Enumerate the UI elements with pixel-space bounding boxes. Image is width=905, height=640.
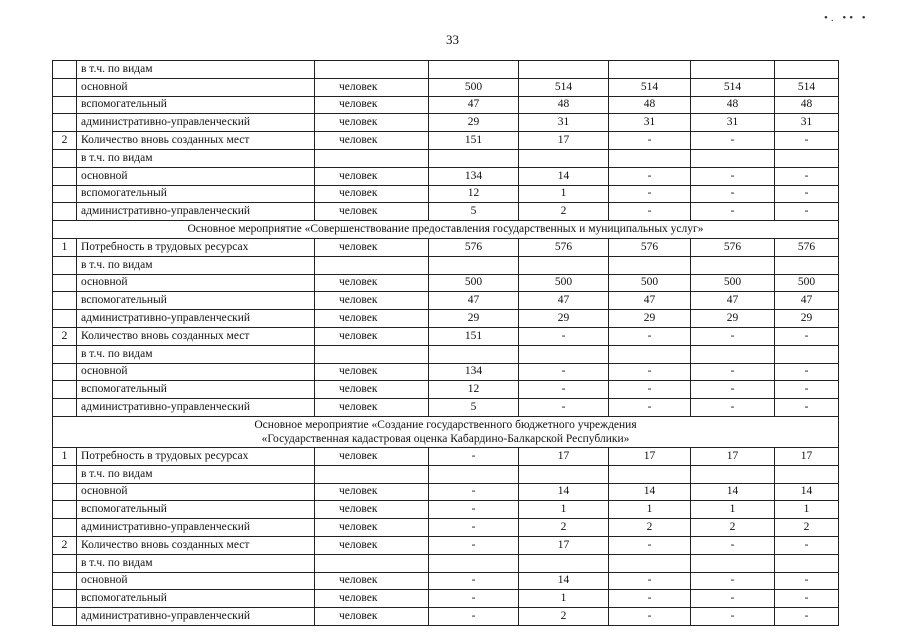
year-value: -	[429, 483, 519, 501]
year-value: 12	[429, 381, 519, 399]
year-value: -	[609, 185, 691, 203]
table-row	[53, 238, 839, 256]
section-heading-line: «Государственная кадастровая оценка Кабардино-Балкарской Республики»	[261, 432, 630, 445]
year-value: 48	[519, 96, 609, 114]
year-value: 48	[691, 96, 775, 114]
year-value	[609, 465, 691, 483]
year-value: 2	[691, 519, 775, 537]
year-value: -	[691, 185, 775, 203]
row-number	[53, 399, 77, 417]
year-value: 14	[691, 483, 775, 501]
year-value: -	[429, 590, 519, 608]
row-number	[53, 483, 77, 501]
row-number	[53, 274, 77, 292]
indicator-name: административно-управленческий	[77, 114, 315, 132]
year-value: 500	[691, 274, 775, 292]
indicator-name: административно-управленческий	[77, 203, 315, 221]
year-value: 29	[429, 114, 519, 132]
row-number	[53, 96, 77, 114]
row-number	[53, 256, 77, 274]
year-value: 17	[691, 447, 775, 465]
unit-of-measure	[315, 345, 429, 363]
year-value: -	[775, 327, 839, 345]
year-value: 500	[519, 274, 609, 292]
table-row	[53, 483, 839, 501]
year-value	[691, 61, 775, 79]
table-row	[53, 96, 839, 114]
indicator-name: Количество вновь созданных мест	[77, 132, 315, 150]
year-value: 514	[519, 78, 609, 96]
year-value	[775, 256, 839, 274]
unit-of-measure: человек	[315, 590, 429, 608]
unit-of-measure: человек	[315, 608, 429, 626]
year-value: 576	[519, 238, 609, 256]
year-value	[429, 345, 519, 363]
year-value: -	[775, 536, 839, 554]
year-value	[519, 256, 609, 274]
table-row	[53, 465, 839, 483]
table-row	[53, 381, 839, 399]
year-value: -	[691, 381, 775, 399]
indicator-name: основной	[77, 483, 315, 501]
year-value: 514	[609, 78, 691, 96]
year-value: 14	[519, 167, 609, 185]
table-row	[53, 274, 839, 292]
year-value: 1	[519, 185, 609, 203]
indicator-name: вспомогательный	[77, 292, 315, 310]
year-value: 151	[429, 327, 519, 345]
section-heading-line: Основное мероприятие «Совершенствование предоставления государственных и муниципальных услуг»	[187, 223, 704, 236]
table-row	[53, 590, 839, 608]
year-value: 2	[775, 519, 839, 537]
year-value: -	[519, 327, 609, 345]
year-value: 2	[519, 608, 609, 626]
year-value	[519, 345, 609, 363]
year-value: -	[775, 167, 839, 185]
year-value: -	[609, 132, 691, 150]
year-value: 500	[609, 274, 691, 292]
year-value: -	[691, 608, 775, 626]
table-row	[53, 501, 839, 519]
table-row	[53, 536, 839, 554]
year-value: -	[775, 132, 839, 150]
unit-of-measure: человек	[315, 185, 429, 203]
year-value: -	[775, 590, 839, 608]
table-row	[53, 114, 839, 132]
year-value: 48	[609, 96, 691, 114]
year-value: -	[609, 608, 691, 626]
row-number	[53, 345, 77, 363]
year-value: -	[609, 203, 691, 221]
year-value	[519, 149, 609, 167]
year-value	[609, 149, 691, 167]
year-value: -	[775, 399, 839, 417]
year-value: -	[691, 363, 775, 381]
year-value: 31	[609, 114, 691, 132]
indicator-name: в т.ч. по видам	[77, 554, 315, 572]
year-value: 576	[775, 238, 839, 256]
year-value	[691, 345, 775, 363]
indicator-name: Потребность в трудовых ресурсах	[77, 447, 315, 465]
year-value: -	[609, 590, 691, 608]
indicator-name: основной	[77, 363, 315, 381]
unit-of-measure: человек	[315, 572, 429, 590]
year-value: 47	[429, 292, 519, 310]
table-row	[53, 310, 839, 328]
year-value	[429, 149, 519, 167]
year-value: -	[691, 536, 775, 554]
indicator-name: административно-управленческий	[77, 519, 315, 537]
row-number	[53, 554, 77, 572]
year-value: 151	[429, 132, 519, 150]
year-value: -	[691, 167, 775, 185]
table-row	[53, 292, 839, 310]
year-value: -	[429, 536, 519, 554]
year-value: -	[609, 381, 691, 399]
year-value: 500	[429, 78, 519, 96]
year-value: 2	[519, 519, 609, 537]
indicator-name: основной	[77, 274, 315, 292]
year-value	[609, 256, 691, 274]
table-row	[53, 399, 839, 417]
section-heading-row	[53, 221, 839, 239]
year-value: 14	[609, 483, 691, 501]
year-value: -	[429, 447, 519, 465]
unit-of-measure	[315, 465, 429, 483]
year-value: -	[429, 608, 519, 626]
table-row	[53, 554, 839, 572]
unit-of-measure	[315, 256, 429, 274]
unit-of-measure: человек	[315, 381, 429, 399]
year-value: 1	[519, 501, 609, 519]
unit-of-measure: человек	[315, 132, 429, 150]
indicator-name: в т.ч. по видам	[77, 465, 315, 483]
year-value: -	[429, 501, 519, 519]
unit-of-measure: человек	[315, 310, 429, 328]
year-value: 5	[429, 399, 519, 417]
table-row	[53, 447, 839, 465]
year-value: 17	[775, 447, 839, 465]
unit-of-measure: человек	[315, 203, 429, 221]
year-value: 29	[519, 310, 609, 328]
year-value: -	[691, 327, 775, 345]
year-value: -	[429, 519, 519, 537]
year-value: -	[609, 572, 691, 590]
year-value: 17	[519, 447, 609, 465]
year-value: -	[609, 167, 691, 185]
unit-of-measure: человек	[315, 327, 429, 345]
year-value: 17	[609, 447, 691, 465]
year-value: -	[519, 381, 609, 399]
row-number	[53, 519, 77, 537]
table-row	[53, 608, 839, 626]
year-value: 576	[429, 238, 519, 256]
row-number	[53, 61, 77, 79]
indicator-name: вспомогательный	[77, 501, 315, 519]
row-number: 1	[53, 238, 77, 256]
indicator-name: вспомогательный	[77, 96, 315, 114]
year-value: 14	[519, 483, 609, 501]
year-value: -	[609, 399, 691, 417]
indicator-name: Потребность в трудовых ресурсах	[77, 238, 315, 256]
year-value: 47	[691, 292, 775, 310]
year-value: 500	[775, 274, 839, 292]
year-value: 29	[429, 310, 519, 328]
indicator-name: в т.ч. по видам	[77, 256, 315, 274]
year-value: 47	[609, 292, 691, 310]
indicator-name: основной	[77, 572, 315, 590]
unit-of-measure: человек	[315, 274, 429, 292]
year-value: 29	[775, 310, 839, 328]
row-number	[53, 381, 77, 399]
year-value	[691, 149, 775, 167]
year-value: 31	[691, 114, 775, 132]
year-value: -	[609, 536, 691, 554]
year-value: 1	[519, 590, 609, 608]
row-number: 1	[53, 447, 77, 465]
year-value	[775, 149, 839, 167]
row-number	[53, 363, 77, 381]
table-row	[53, 363, 839, 381]
year-value: -	[691, 203, 775, 221]
year-value: 47	[519, 292, 609, 310]
section-heading	[53, 221, 839, 239]
section-heading-row	[53, 416, 839, 447]
corner-mark: •. •• •	[824, 12, 869, 24]
row-number	[53, 310, 77, 328]
year-value: 48	[775, 96, 839, 114]
staffing-table	[52, 60, 839, 626]
year-value	[429, 554, 519, 572]
year-value	[609, 345, 691, 363]
year-value: 14	[519, 572, 609, 590]
table-row	[53, 256, 839, 274]
year-value: 2	[609, 519, 691, 537]
unit-of-measure: человек	[315, 536, 429, 554]
indicator-name: административно-управленческий	[77, 310, 315, 328]
year-value: -	[775, 185, 839, 203]
unit-of-measure: человек	[315, 399, 429, 417]
year-value: 134	[429, 167, 519, 185]
year-value	[519, 554, 609, 572]
year-value: 576	[691, 238, 775, 256]
indicator-name: Количество вновь созданных мест	[77, 536, 315, 554]
year-value	[429, 465, 519, 483]
row-number	[53, 149, 77, 167]
table-row	[53, 78, 839, 96]
row-number	[53, 185, 77, 203]
year-value	[775, 345, 839, 363]
year-value: 31	[775, 114, 839, 132]
year-value: -	[775, 381, 839, 399]
year-value	[691, 554, 775, 572]
year-value: -	[429, 572, 519, 590]
year-value: 514	[691, 78, 775, 96]
table-row	[53, 345, 839, 363]
year-value	[691, 465, 775, 483]
row-number: 2	[53, 132, 77, 150]
unit-of-measure: человек	[315, 238, 429, 256]
row-number	[53, 167, 77, 185]
unit-of-measure: человек	[315, 292, 429, 310]
year-value: 1	[609, 501, 691, 519]
year-value: -	[691, 572, 775, 590]
year-value: 29	[691, 310, 775, 328]
row-number	[53, 572, 77, 590]
table-row	[53, 327, 839, 345]
year-value: 31	[519, 114, 609, 132]
indicator-name: в т.ч. по видам	[77, 61, 315, 79]
year-value: -	[691, 590, 775, 608]
year-value: -	[775, 363, 839, 381]
year-value: 1	[691, 501, 775, 519]
row-number: 2	[53, 536, 77, 554]
year-value: -	[519, 363, 609, 381]
year-value: 14	[775, 483, 839, 501]
table-row	[53, 61, 839, 79]
unit-of-measure: человек	[315, 519, 429, 537]
table-row	[53, 185, 839, 203]
indicator-name: основной	[77, 167, 315, 185]
year-value: 514	[775, 78, 839, 96]
unit-of-measure: человек	[315, 363, 429, 381]
year-value	[609, 61, 691, 79]
table-row	[53, 167, 839, 185]
table-row	[53, 203, 839, 221]
indicator-name: вспомогательный	[77, 590, 315, 608]
table-row	[53, 132, 839, 150]
row-number	[53, 292, 77, 310]
year-value: 1	[775, 501, 839, 519]
indicator-name: вспомогательный	[77, 185, 315, 203]
year-value: 17	[519, 132, 609, 150]
year-value	[775, 465, 839, 483]
indicator-name: основной	[77, 78, 315, 96]
row-number	[53, 78, 77, 96]
unit-of-measure	[315, 61, 429, 79]
row-number	[53, 203, 77, 221]
table-row	[53, 149, 839, 167]
unit-of-measure: человек	[315, 78, 429, 96]
year-value: 12	[429, 185, 519, 203]
row-number: 2	[53, 327, 77, 345]
year-value	[775, 61, 839, 79]
year-value: -	[775, 572, 839, 590]
year-value: 134	[429, 363, 519, 381]
year-value: -	[691, 399, 775, 417]
indicator-name: административно-управленческий	[77, 608, 315, 626]
unit-of-measure: человек	[315, 501, 429, 519]
year-value: 47	[429, 96, 519, 114]
year-value: 5	[429, 203, 519, 221]
unit-of-measure	[315, 149, 429, 167]
indicator-name: в т.ч. по видам	[77, 345, 315, 363]
year-value: 17	[519, 536, 609, 554]
year-value	[429, 256, 519, 274]
year-value: -	[519, 399, 609, 417]
year-value: -	[775, 203, 839, 221]
year-value	[519, 465, 609, 483]
section-heading-line: Основное мероприятие «Создание государственного бюджетного учреждения	[254, 418, 637, 431]
indicator-name: Количество вновь созданных мест	[77, 327, 315, 345]
year-value	[691, 256, 775, 274]
indicator-name: в т.ч. по видам	[77, 149, 315, 167]
row-number	[53, 465, 77, 483]
year-value	[429, 61, 519, 79]
year-value: -	[691, 132, 775, 150]
year-value	[519, 61, 609, 79]
row-number	[53, 114, 77, 132]
year-value: 29	[609, 310, 691, 328]
unit-of-measure: человек	[315, 483, 429, 501]
year-value: 2	[519, 203, 609, 221]
section-heading	[53, 416, 839, 447]
indicator-name: административно-управленческий	[77, 399, 315, 417]
table-row	[53, 572, 839, 590]
unit-of-measure	[315, 554, 429, 572]
row-number	[53, 590, 77, 608]
year-value: -	[775, 608, 839, 626]
unit-of-measure: человек	[315, 167, 429, 185]
table-row	[53, 519, 839, 537]
year-value	[609, 554, 691, 572]
unit-of-measure: человек	[315, 447, 429, 465]
unit-of-measure: человек	[315, 96, 429, 114]
year-value: 500	[429, 274, 519, 292]
indicator-name: вспомогательный	[77, 381, 315, 399]
year-value	[775, 554, 839, 572]
page-number: 33	[446, 32, 459, 47]
year-value: 576	[609, 238, 691, 256]
year-value: 47	[775, 292, 839, 310]
year-value: -	[609, 363, 691, 381]
unit-of-measure: человек	[315, 114, 429, 132]
row-number	[53, 501, 77, 519]
year-value: -	[609, 327, 691, 345]
row-number	[53, 608, 77, 626]
